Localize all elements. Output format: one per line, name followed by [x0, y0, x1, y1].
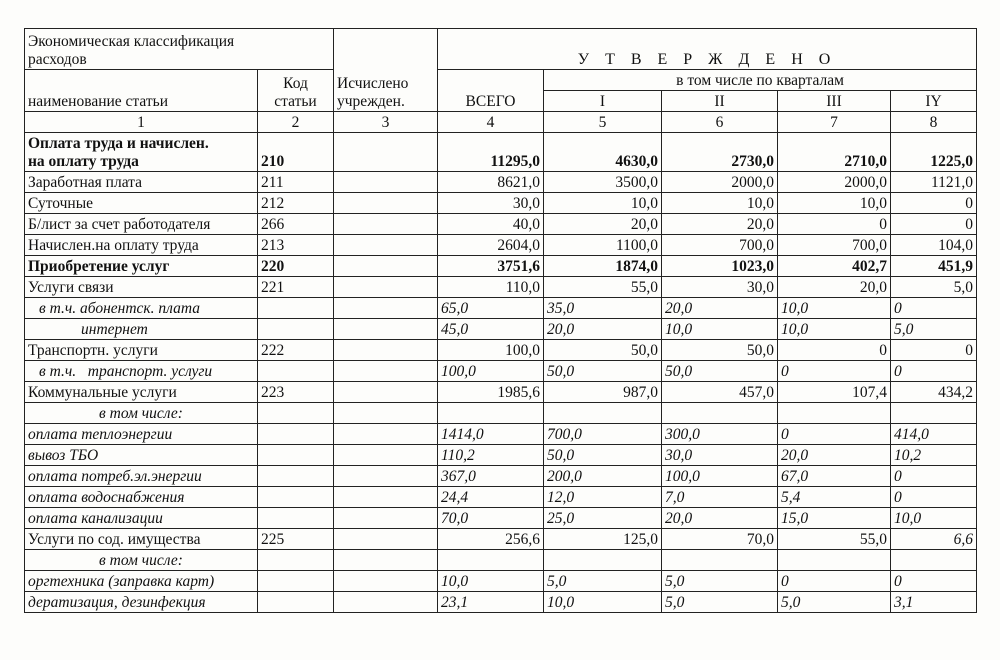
row-q3: 402,7 [778, 256, 891, 277]
row-q2 [662, 550, 778, 571]
row-total: 3751,6 [438, 256, 544, 277]
table-row [25, 235, 977, 256]
row-q4: 0 [891, 571, 977, 592]
row-q1: 20,0 [544, 214, 662, 235]
col-number-1: 1 [25, 112, 258, 133]
row-code: 222 [258, 340, 334, 361]
row-q2: 20,0 [662, 298, 778, 319]
row-q3: 0 [778, 340, 891, 361]
row-code [258, 508, 334, 529]
row-name: интернет [25, 319, 258, 340]
row-q4: 0 [891, 298, 977, 319]
table-row [25, 592, 977, 613]
row-q1: 10,0 [544, 592, 662, 613]
row-q4: 5,0 [891, 319, 977, 340]
calculated-line2: учрежден. [337, 93, 405, 110]
row-code: 266 [258, 214, 334, 235]
code-line2: статьи [274, 93, 317, 110]
row-q2: 50,0 [662, 361, 778, 382]
row-q3 [778, 550, 891, 571]
row-name: Приобретение услуг [25, 256, 258, 277]
row-q2: 30,0 [662, 277, 778, 298]
row-q4: 10,0 [891, 508, 977, 529]
row-code: 225 [258, 529, 334, 550]
table-row [25, 214, 977, 235]
col-number-2: 2 [258, 112, 334, 133]
row-q1 [544, 550, 662, 571]
row-q3: 2000,0 [778, 172, 891, 193]
row-calc [334, 193, 438, 214]
row-q3: 107,4 [778, 382, 891, 403]
row-name: оплата водоснабжения [25, 487, 258, 508]
row-q2: 457,0 [662, 382, 778, 403]
row-name: Начислен.на оплату труда [25, 235, 258, 256]
row-name: Суточные [25, 193, 258, 214]
table-row [25, 256, 977, 277]
row-q2: 7,0 [662, 487, 778, 508]
row-q4: 0 [891, 487, 977, 508]
row-q3: 10,0 [778, 298, 891, 319]
code-header [258, 70, 334, 112]
row-q2: 70,0 [662, 529, 778, 550]
row-name: Заработная плата [25, 172, 258, 193]
row-q2: 100,0 [662, 466, 778, 487]
row-q3: 0 [778, 214, 891, 235]
row-calc [334, 508, 438, 529]
row-q3: 0 [778, 571, 891, 592]
row-q2: 20,0 [662, 508, 778, 529]
row-q1: 12,0 [544, 487, 662, 508]
table-row [25, 193, 977, 214]
row-total: 24,4 [438, 487, 544, 508]
row-code [258, 550, 334, 571]
row-q2: 2000,0 [662, 172, 778, 193]
row-q2: 20,0 [662, 214, 778, 235]
row-q3: 5,0 [778, 592, 891, 613]
row-name: дератизация, дезинфекция [25, 592, 258, 613]
row-code: 211 [258, 172, 334, 193]
row-q1: 3500,0 [544, 172, 662, 193]
row-q4: 5,0 [891, 277, 977, 298]
row-q4: 0 [891, 361, 977, 382]
row-q1: 55,0 [544, 277, 662, 298]
row-q1: 4630,0 [544, 133, 662, 172]
row-code: 220 [258, 256, 334, 277]
row-name: Коммунальные услуги [25, 382, 258, 403]
row-name: Услуги связи [25, 277, 258, 298]
row-q1: 50,0 [544, 340, 662, 361]
table-row [25, 340, 977, 361]
budget-table [24, 28, 977, 613]
total-header: ВСЕГО [438, 70, 544, 112]
row-calc [334, 592, 438, 613]
row-q1: 125,0 [544, 529, 662, 550]
header-row-2 [25, 70, 977, 91]
row-name: в том числе: [25, 403, 258, 424]
row-q4: 3,1 [891, 592, 977, 613]
row-name: в т.ч. транспорт. услуги [25, 361, 258, 382]
row-code: 223 [258, 382, 334, 403]
row-calc [334, 550, 438, 571]
row-calc [334, 214, 438, 235]
row-q1: 35,0 [544, 298, 662, 319]
row-q2: 10,0 [662, 319, 778, 340]
row-total: 30,0 [438, 193, 544, 214]
row-name: оплата канализации [25, 508, 258, 529]
row-q2: 700,0 [662, 235, 778, 256]
row-calc [334, 466, 438, 487]
row-total [438, 550, 544, 571]
row-code [258, 361, 334, 382]
col-number-3: 3 [334, 112, 438, 133]
row-q1: 200,0 [544, 466, 662, 487]
row-q2: 30,0 [662, 445, 778, 466]
row-name: в том числе: [25, 550, 258, 571]
table-row [25, 550, 977, 571]
row-q3: 5,4 [778, 487, 891, 508]
row-q1: 987,0 [544, 382, 662, 403]
budget-body [25, 133, 977, 613]
row-q4: 0 [891, 214, 977, 235]
column-numbers-row [25, 112, 977, 133]
row-name: Б/лист за счет работодателя [25, 214, 258, 235]
row-calc [334, 133, 438, 172]
row-total: 110,0 [438, 277, 544, 298]
row-name: в т.ч. абонентск. плата [25, 298, 258, 319]
row-q3: 2710,0 [778, 133, 891, 172]
table-row [25, 424, 977, 445]
row-q1: 25,0 [544, 508, 662, 529]
row-total: 1414,0 [438, 424, 544, 445]
row-q2: 5,0 [662, 592, 778, 613]
header-row-1 [25, 29, 977, 70]
row-q2: 1023,0 [662, 256, 778, 277]
row-q4: 434,2 [891, 382, 977, 403]
table-row [25, 571, 977, 592]
col-number-8: 8 [891, 112, 977, 133]
row-q2: 300,0 [662, 424, 778, 445]
code-line1: Код [283, 75, 308, 92]
row-q4 [891, 550, 977, 571]
table-row [25, 361, 977, 382]
row-total: 65,0 [438, 298, 544, 319]
row-calc [334, 529, 438, 550]
row-total: 10,0 [438, 571, 544, 592]
row-q3: 20,0 [778, 277, 891, 298]
row-calc [334, 487, 438, 508]
row-calc [334, 235, 438, 256]
row-total: 23,1 [438, 592, 544, 613]
row-q4: 0 [891, 193, 977, 214]
item-name-header: наименование статьи [25, 70, 258, 112]
classification-line1: Экономическая классификация [28, 33, 235, 50]
row-q3: 55,0 [778, 529, 891, 550]
col-number-6: 6 [662, 112, 778, 133]
row-code [258, 319, 334, 340]
row-calc [334, 340, 438, 361]
row-code [258, 466, 334, 487]
row-q3 [778, 403, 891, 424]
row-name-line2: на оплату труда [28, 153, 139, 170]
calculated-line1: Исчислено [337, 75, 409, 92]
row-calc [334, 172, 438, 193]
table-row [25, 133, 977, 172]
quarter-2-header: II [662, 91, 778, 112]
col-number-7: 7 [778, 112, 891, 133]
row-calc [334, 382, 438, 403]
row-q3: 10,0 [778, 319, 891, 340]
row-calc [334, 403, 438, 424]
row-q4 [891, 403, 977, 424]
row-q4: 0 [891, 466, 977, 487]
row-name: оплата потреб.эл.энергии [25, 466, 258, 487]
row-total: 256,6 [438, 529, 544, 550]
row-total: 8621,0 [438, 172, 544, 193]
table-row [25, 382, 977, 403]
row-code [258, 571, 334, 592]
row-total: 110,2 [438, 445, 544, 466]
col-number-5: 5 [544, 112, 662, 133]
table-row [25, 298, 977, 319]
row-q4: 6,6 [891, 529, 977, 550]
row-calc [334, 298, 438, 319]
row-calc [334, 445, 438, 466]
row-calc [334, 277, 438, 298]
row-total: 1985,6 [438, 382, 544, 403]
row-total: 11295,0 [438, 133, 544, 172]
classification-header [25, 29, 334, 70]
row-q3: 20,0 [778, 445, 891, 466]
row-name-line1: Оплата труда и начислен. [28, 135, 209, 152]
row-code [258, 592, 334, 613]
row-code: 221 [258, 277, 334, 298]
row-q1: 700,0 [544, 424, 662, 445]
table-row [25, 319, 977, 340]
approved-header: У Т В Е Р Ж Д Е Н О [438, 29, 977, 70]
row-q1 [544, 403, 662, 424]
calculated-header [334, 29, 438, 112]
row-q4: 104,0 [891, 235, 977, 256]
quarter-3-header: III [778, 91, 891, 112]
row-name: оплата теплоэнергии [25, 424, 258, 445]
row-calc [334, 256, 438, 277]
row-q4: 0 [891, 340, 977, 361]
row-q4: 414,0 [891, 424, 977, 445]
table-row [25, 403, 977, 424]
row-q3: 15,0 [778, 508, 891, 529]
table-row [25, 466, 977, 487]
row-q1: 20,0 [544, 319, 662, 340]
row-q1: 10,0 [544, 193, 662, 214]
row-calc [334, 361, 438, 382]
row-total: 40,0 [438, 214, 544, 235]
row-total: 367,0 [438, 466, 544, 487]
table-row [25, 445, 977, 466]
row-name: Услуги по сод. имущества [25, 529, 258, 550]
row-code: 213 [258, 235, 334, 256]
row-name: вывоз ТБО [25, 445, 258, 466]
row-code [258, 298, 334, 319]
row-q4: 1121,0 [891, 172, 977, 193]
row-q4: 10,2 [891, 445, 977, 466]
row-q1: 1874,0 [544, 256, 662, 277]
row-q4: 451,9 [891, 256, 977, 277]
row-q2: 5,0 [662, 571, 778, 592]
row-total: 70,0 [438, 508, 544, 529]
row-name: оргтехника (заправка карт) [25, 571, 258, 592]
row-code [258, 403, 334, 424]
row-q1: 50,0 [544, 361, 662, 382]
table-row [25, 277, 977, 298]
row-q3: 0 [778, 361, 891, 382]
row-calc [334, 319, 438, 340]
by-quarters-header: в том числе по кварталам [544, 70, 977, 91]
row-q3: 700,0 [778, 235, 891, 256]
table-row [25, 529, 977, 550]
quarter-1-header: I [544, 91, 662, 112]
row-total: 2604,0 [438, 235, 544, 256]
row-total: 100,0 [438, 361, 544, 382]
row-q2: 2730,0 [662, 133, 778, 172]
row-q2 [662, 403, 778, 424]
table-row [25, 172, 977, 193]
row-q1: 1100,0 [544, 235, 662, 256]
row-q3: 10,0 [778, 193, 891, 214]
row-name [25, 133, 258, 172]
row-code [258, 487, 334, 508]
row-total: 100,0 [438, 340, 544, 361]
table-row [25, 508, 977, 529]
row-code: 210 [258, 133, 334, 172]
row-total: 45,0 [438, 319, 544, 340]
col-number-4: 4 [438, 112, 544, 133]
classification-line2: расходов [28, 51, 87, 68]
row-q2: 50,0 [662, 340, 778, 361]
row-code [258, 424, 334, 445]
row-code: 212 [258, 193, 334, 214]
row-code [258, 445, 334, 466]
row-q2: 10,0 [662, 193, 778, 214]
quarter-4-header: IY [891, 91, 977, 112]
row-calc [334, 424, 438, 445]
row-q3: 67,0 [778, 466, 891, 487]
row-q1: 5,0 [544, 571, 662, 592]
row-q3: 0 [778, 424, 891, 445]
row-calc [334, 571, 438, 592]
row-total [438, 403, 544, 424]
row-name: Транспортн. услуги [25, 340, 258, 361]
table-row [25, 487, 977, 508]
row-q4: 1225,0 [891, 133, 977, 172]
row-q1: 50,0 [544, 445, 662, 466]
